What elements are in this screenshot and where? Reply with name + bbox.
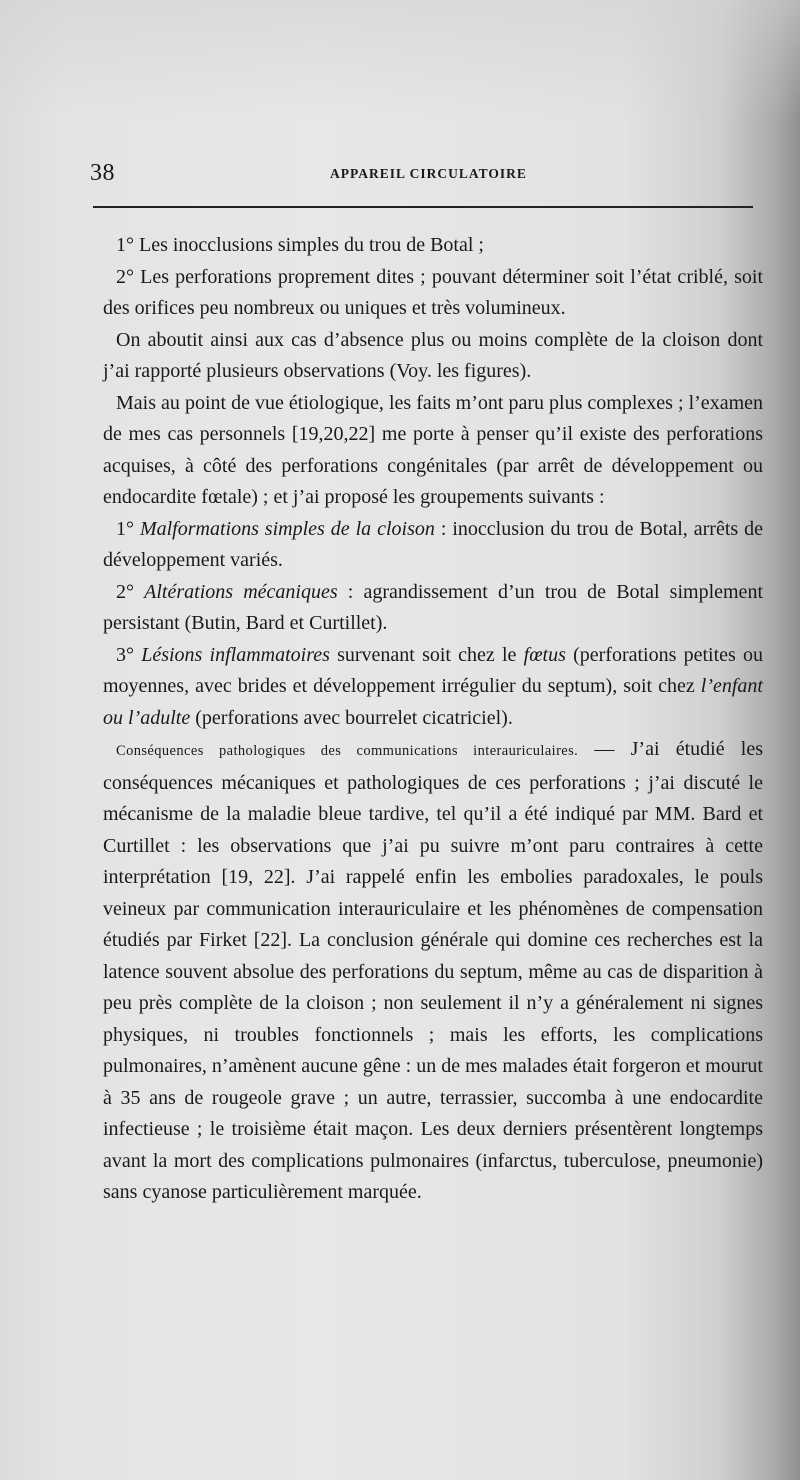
group-3-text-2: (perforations petites ou moyennes, avec brides et développement irrégulier du septum), soit chez <box>103 643 763 697</box>
group-2-title: Altérations mécaniques <box>144 580 338 603</box>
page-number: 38 <box>90 160 115 186</box>
paragraph-group-1 <box>103 514 763 577</box>
consequences-text: — J’ai étudié les conséquences mécaniques et pathologiques de ces perforations ; j’ai discuté le mécanisme de la maladie bleue tardive, tel qu’il a été indiqué par MM. Bard et Curtillet : les observations que j’ai pu suivre m’ont paru contraires à cette interprétation [19, 22]. J’ai rappelé enfin les embolies paradoxales, le pouls veineux par communication interauriculaire et les phénomènes de compensation étudiés par Firket [22]. La conclusion générale qui domine ces recherches est la latence souvent absolue des perforations du septum, même au cas de disparition à peu près complète de la cloison ; non seulement il n’y a généralement ni signes physiques, ni troubles fonctionnels ; mais les efforts, les complications pulmonaires, n’amènent aucune gêne : un de mes malades était forgeron et mourut à 35 ans de rougeole grave ; un autre, terrassier, succomba à une endocardite infectieuse ; le troisième était maçon. Les deux derniers présentèrent longtemps avant la mort des complications pulmonaires (infarctus, tuberculose, pneumonie) sans cyanose particulièrement marquée. <box>103 738 763 1203</box>
body-text <box>103 230 763 1209</box>
group-3-number: 3° <box>116 643 142 666</box>
group-3-text-1: survenant soit chez le <box>329 643 524 666</box>
paragraph-consequences <box>103 734 763 1209</box>
group-2-number: 2° <box>116 580 145 603</box>
paragraph-group-2 <box>103 577 763 640</box>
group-1-text: : inocclusion du trou de Botal, arrêts de développement variés. <box>103 517 763 571</box>
paragraph-list-item-2: 2° Les perforations proprement dites ; pouvant déterminer soit l’état criblé, soit des orifices peu nombreux ou uniques et très volumineux. <box>103 265 763 319</box>
paragraph-etiologie: Mais au point de vue étiologique, les faits m’ont paru plus complexes ; l’examen de mes cas personnels [19,20,22] me porte à penser qu’il existe des perforations acquises, à côté des perforations congénitales (par arrêt de développement ou endocardite fœtale) ; et j’ai proposé les groupements suivants : <box>103 391 763 508</box>
group-1-number: 1° <box>116 517 140 540</box>
paragraph-group-3 <box>103 640 763 735</box>
group-3-enfant-adulte: l’enfant ou l’adulte <box>103 675 763 729</box>
group-2-text: : agrandissement d’un trou de Botal simplement persistant (Butin, Bard et Curtillet). <box>103 580 763 634</box>
paragraph-absence-cloison: On aboutit ainsi aux cas d’absence plus ou moins complète de la cloison dont j’ai rapporté plusieurs observations (Voy. les figures). <box>103 328 763 382</box>
section-heading-consequences: Conséquences pathologiques des communications interauriculaires. <box>116 743 579 759</box>
running-title: APPAREIL CIRCULATOIRE <box>330 166 527 181</box>
paragraph-list-item-1: 1° Les inocclusions simples du trou de Botal ; <box>116 234 484 256</box>
group-3-foetus: fœtus <box>523 643 566 666</box>
group-3-title: Lésions inflammatoires <box>141 643 330 666</box>
group-1-title: Malformations simples de la cloison <box>139 517 435 540</box>
page-header <box>90 160 750 190</box>
header-rule <box>93 206 753 208</box>
group-3-text-3: (perforations avec bourrelet cicatriciel). <box>190 706 513 729</box>
